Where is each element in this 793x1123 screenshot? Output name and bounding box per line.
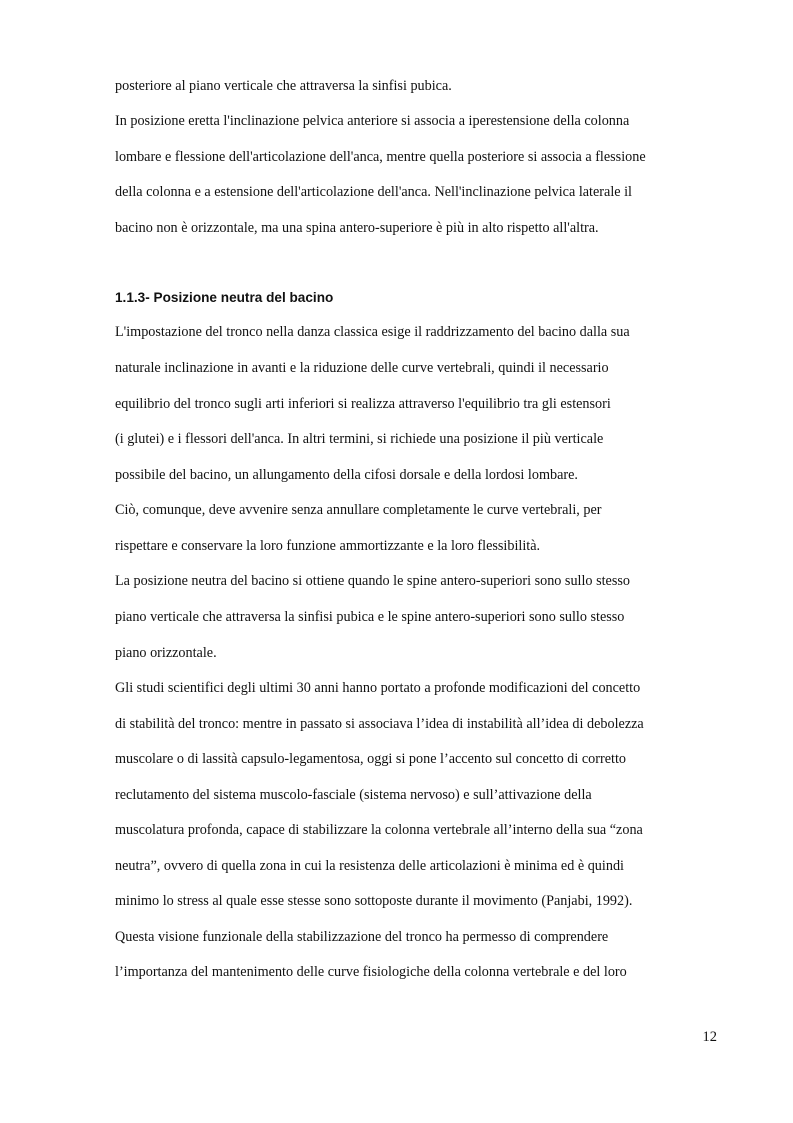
text-line: naturale inclinazione in avanti e la riduzione delle curve vertebrali, quindi il necessario [115,360,609,376]
text-line: bacino non è orizzontale, ma una spina antero-superiore è più in alto rispetto all'altra. [115,220,599,236]
text-line: L'impostazione del tronco nella danza classica esige il raddrizzamento del bacino dalla sua [115,324,630,340]
text-line: neutra”, ovvero di quella zona in cui la resistenza delle articolazioni è minima ed è quindi [115,858,624,874]
text-line: muscolatura profonda, capace di stabilizzare la colonna vertebrale all’interno della sua “zona [115,822,643,838]
text-line: reclutamento del sistema muscolo-fasciale (sistema nervoso) e sull’attivazione della [115,787,592,803]
text-line: Gli studi scientifici degli ultimi 30 anni hanno portato a profonde modificazioni del concetto [115,680,641,696]
text-line: della colonna e a estensione dell'articolazione dell'anca. Nell'inclinazione pelvica laterale il [115,184,632,200]
text-line: piano orizzontale. [115,645,217,661]
text-line: (i glutei) e i flessori dell'anca. In altri termini, si richiede una posizione il più verticale [115,431,604,447]
text-line: In posizione eretta l'inclinazione pelvica anteriore si associa a iperestensione della colonna [115,113,630,129]
text-line: posteriore al piano verticale che attraversa la sinfisi pubica. [115,78,452,94]
text-line: rispettare e conservare la loro funzione ammortizzante e la loro flessibilità. [115,538,541,554]
text-line: muscolare o di lassità capsulo-legamentosa, oggi si pone l’accento sul concetto di corretto [115,751,626,767]
text-line: La posizione neutra del bacino si ottiene quando le spine antero-superiori sono sullo stesso [115,573,630,589]
text-line: lombare e flessione dell'articolazione dell'anca, mentre quella posteriore si associa a flessione [115,149,646,165]
section-heading: 1.1.3- Posizione neutra del bacino [115,290,334,305]
text-line: l’importanza del mantenimento delle curve fisiologiche della colonna vertebrale e del loro [115,964,627,980]
text-line: piano verticale che attraversa la sinfisi pubica e le spine antero-superiori sono sullo stesso [115,609,625,625]
text-line: Ciò, comunque, deve avvenire senza annullare completamente le curve vertebrali, per [115,502,602,518]
text-line: minimo lo stress al quale esse stesse sono sottoposte durante il movimento (Panjabi, 1992). [115,893,633,909]
text-line: possibile del bacino, un allungamento della cifosi dorsale e della lordosi lombare. [115,467,578,483]
text-line: di stabilità del tronco: mentre in passato si associava l’idea di instabilità all’idea di debolezza [115,716,644,732]
text-line: Questa visione funzionale della stabilizzazione del tronco ha permesso di comprendere [115,929,609,945]
page-number: 12 [702,1029,717,1045]
text-line: equilibrio del tronco sugli arti inferiori si realizza attraverso l'equilibrio tra gli estensori [115,396,611,412]
